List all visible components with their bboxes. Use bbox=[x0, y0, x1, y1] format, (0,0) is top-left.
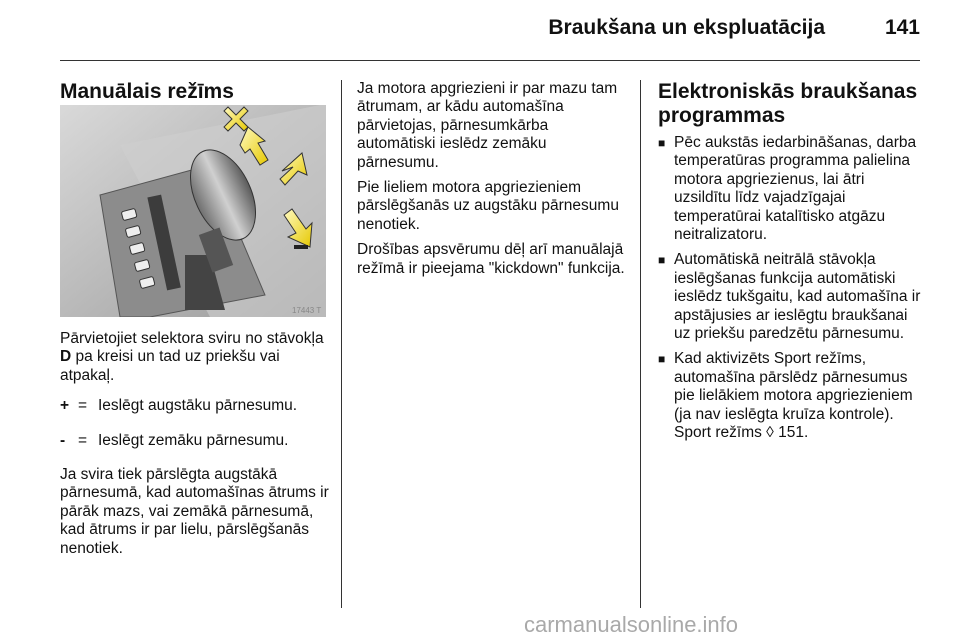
intro-paragraph bbox=[60, 330, 330, 385]
section-title: Braukšana un ekspluatācija bbox=[548, 16, 825, 39]
page-header bbox=[60, 14, 920, 54]
paragraph-no-upshift: Pie lieliem motora apgriezieniem pārslēgšanās uz augstāku pārnesumu nenotiek. bbox=[357, 179, 619, 233]
column-divider-left bbox=[341, 80, 342, 608]
bullet-square-icon: ■ bbox=[658, 253, 666, 268]
intro-text-1: Pārvietojiet selektora sviru no stāvokļa bbox=[60, 330, 324, 347]
def-equals: = bbox=[78, 397, 88, 415]
paragraph-downshift: Ja motora apgriezieni ir par mazu tam ātrumam, ar kādu automašīna pārvietojas, pārnesumkārba automātiski ieslēdz zemāku pārnesumu. bbox=[357, 80, 618, 171]
paragraph-kickdown: Drošības apsvērumu dēļ arī manuālajā režīmā ir pieejama "kickdown" funkcija. bbox=[357, 241, 625, 277]
ref-arrow-icon: ◊ bbox=[766, 424, 774, 442]
column-divider-right bbox=[640, 80, 641, 608]
middle-column bbox=[357, 80, 629, 285]
heading-manual-mode: Manuālais režīms bbox=[60, 80, 234, 103]
shift-prevented-paragraph: Ja svira tiek pārslēgta augstākā pārnesumā, kad automašīnas ātrums ir pārāk mazs, vai zemākā pārnesumā, kad ātrums ir par lielu, pārslēgšanās nenotiek. bbox=[60, 466, 329, 557]
def-text-up: Ieslēgt augstāku pārnesumu. bbox=[98, 397, 298, 415]
watermark: carmanualsonline.info bbox=[524, 612, 739, 637]
figure-code: 17443 T bbox=[292, 306, 322, 315]
list-item-text: Kad aktivizēts Sport režīms, automašīna pārslēdz pārnesumus pie lielākiem motora apgriezieniem (ja nav ieslēgta kruīza kontrole). Sport režīms bbox=[674, 350, 913, 442]
right-column bbox=[658, 80, 924, 450]
heading-electronic-programs: Elektroniskās braukšanas programmas bbox=[658, 80, 918, 127]
def-symbol-plus: + bbox=[60, 397, 70, 415]
list-item bbox=[658, 134, 924, 244]
page-reference[interactable]: 151. bbox=[773, 424, 809, 442]
def-symbol-minus: - bbox=[60, 431, 66, 449]
intro-text-2: pa kreisi un tad uz priekšu vai atpakaļ. bbox=[60, 348, 280, 384]
list-item-text: Automātiskā neitrālā stāvokļa ieslēgšanas funkcija automātiski ieslēdz tukšgaitu, kad automašīna ir apstājusies ar ieslēgtu braukšanai uz priekšu paredzētu pārnesumu. bbox=[674, 251, 921, 343]
intro-gear-d: D bbox=[60, 348, 72, 366]
list-item bbox=[658, 251, 924, 343]
header-divider bbox=[60, 60, 920, 61]
list-item bbox=[658, 350, 924, 442]
gear-selector-illustration bbox=[60, 105, 326, 317]
bullet-square-icon: ■ bbox=[658, 352, 666, 367]
def-shift-down bbox=[60, 432, 330, 450]
program-list bbox=[658, 134, 924, 443]
list-item-text: Pēc aukstās iedarbināšanas, darba temperatūras programma palielina motora apgriezienus, lai ātri uzsildītu līdz vajadzīgajai temperatūrai katalītisko atgāzu neitralizatoru. bbox=[674, 134, 917, 244]
def-text-down: Ieslēgt zemāku pārnesumu. bbox=[98, 431, 289, 449]
def-shift-up bbox=[60, 397, 330, 415]
bullet-square-icon: ■ bbox=[658, 136, 666, 150]
left-column-body bbox=[60, 330, 330, 565]
def-equals: = bbox=[78, 431, 88, 449]
page-number: 141 bbox=[884, 16, 920, 39]
